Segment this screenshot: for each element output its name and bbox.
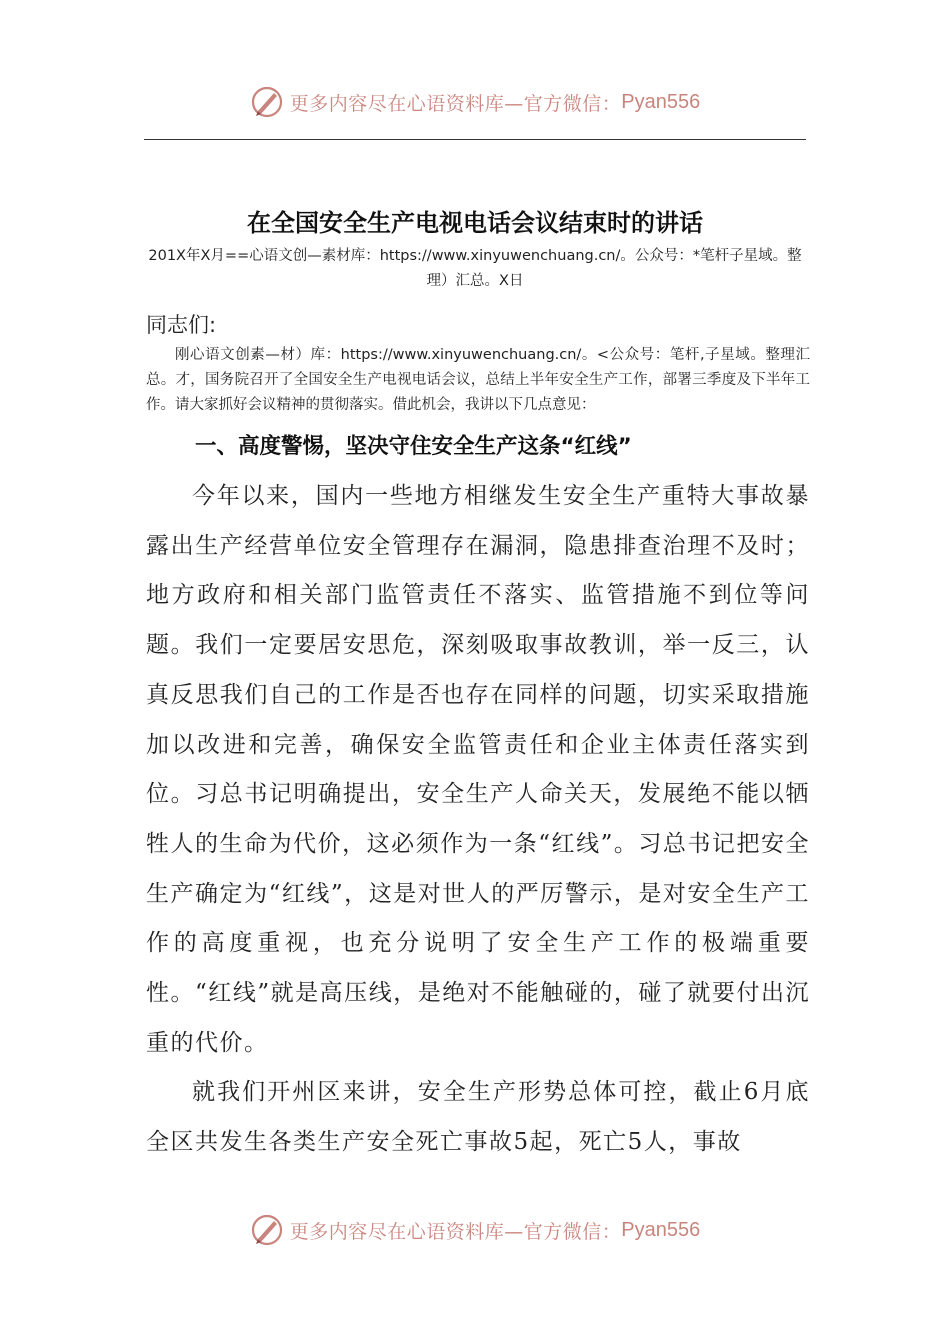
watermark-banner-top xyxy=(0,80,950,124)
document-subtitle: 201X年X月==心语文创—素材库：https://www.xinyuwenchuang.cn/。公众号：*笔杆子星域。整理）汇总。X日 xyxy=(148,248,802,289)
salutation: 同志们: xyxy=(146,313,217,337)
body-paragraph-2: 就我们开州区来讲，安全生产形势总体可控，截止6月底全区共发生各类生产安全死亡事故5起，死亡5人，事故 xyxy=(146,1079,810,1155)
wechat-id: Pyan556 xyxy=(621,1218,701,1241)
watermark-banner-bottom xyxy=(0,1208,950,1252)
body-paragraph-1: 今年以来，国内一些地方相继发生安全生产重特大事故暴露出生产经营单位安全管理存在漏洞，隐患排查治理不及时；地方政府和相关部门监管责任不落实、监管措施不到位等问题。我们一定要居安思危，深刻吸取事故教训，举一反三，认真反思我们自己的工作是否也存在同样的问题，切实采取措施加以改进和完善，确保安全监管责任和企业主体责任落实到位。习总书记明确提出，安全生产人命关天，发展绝不能以牺牲人的生命为代价，这必须作为一条“红线”。习总书记把安全生产确定为“红线”，这是对世人的严厉警示，是对安全生产工作的高度重视，也充分说明了安全生产工作的极端重要性。“红线”就是高压线，是绝对不能触碰的，碰了就要付出沉重的代价。 xyxy=(146,483,810,1056)
watermark-text: 更多内容尽在心语资料库—官方微信： xyxy=(289,92,622,115)
pen-logo-icon xyxy=(250,1213,284,1247)
intro-paragraph: 刚心语文创素—材）库：https://www.xinyuwenchuang.cn/。<公众号：笔杆,子星域。整理汇总。才，国务院召开了全国安全生产电视电话会议，总结上半年安全生产工作，部署三季度及下半年工作。请大家抓好会议精神的贯彻落实。借此机会，我讲以下几点意见： xyxy=(146,347,810,413)
section-heading-1: 一、高度警惕，坚决守住安全生产这条“红线” xyxy=(195,434,632,459)
wechat-id: Pyan556 xyxy=(621,90,701,113)
document-title: 在全国安全生产电视电话会议结束时的讲话 xyxy=(247,209,703,237)
pen-logo-icon xyxy=(250,85,284,119)
header-rule xyxy=(144,139,806,140)
watermark-text: 更多内容尽在心语资料库—官方微信： xyxy=(289,1220,622,1243)
